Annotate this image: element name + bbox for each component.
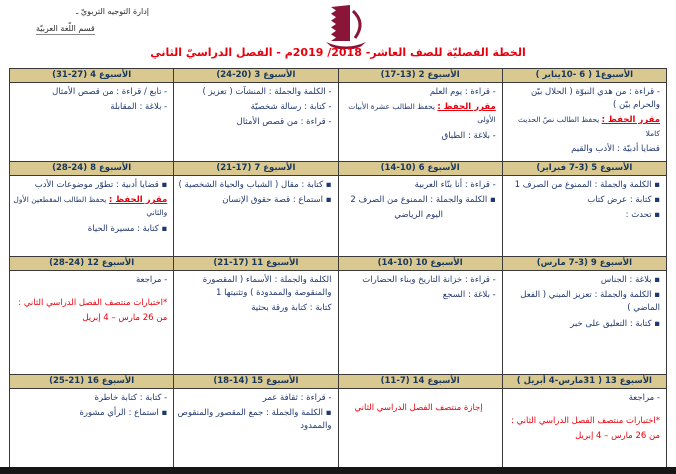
plan-item-text: - بلاغة : المقابلة [110, 102, 168, 113]
week-header-cell: الأسبوع 2 (13-17) [338, 69, 502, 83]
plan-item [13, 297, 167, 310]
plan-item-text: ▪ كتابة : عرض كتاب [587, 195, 660, 206]
plan-item-text: ▪ الكلمة والجملة : تعزيز المبني ( الفعل الماضي ) [520, 290, 660, 314]
ministry-emblem-icon [320, 3, 372, 49]
plan-item-text: مقرر الحفظ : [437, 102, 496, 113]
week-header-cell: الأسبوع 13 ( 31مارس-4 أبريل ) [502, 375, 666, 389]
week-header-cell: الأسبوع 16 (21-25) [10, 375, 174, 389]
page-title: الخطة الفصليّة للصف العاشر- 2018/ 2019م - الفصل الدراسيّ الثاني [150, 46, 526, 59]
plan-item [13, 312, 167, 325]
week-header-row [10, 257, 667, 271]
plan-item [506, 179, 660, 192]
week-header-cell: الأسبوع 10 (10-14) [338, 257, 502, 271]
plan-item-text: ▪ تحدث : [625, 210, 660, 221]
plan-item [506, 86, 660, 112]
plan-item-text: ▪ الكلمة والجملة : الممنوع من الصرف 2 [350, 195, 496, 206]
week-content-cell [338, 83, 502, 162]
plan-item [342, 179, 496, 192]
plan-item [177, 392, 331, 405]
plan-item-text: - قراءة : يوم العلم [429, 87, 496, 97]
plan-item-text: من 26 مارس – 4 إبريل [82, 313, 168, 324]
plan-item-text: يحفظ الطالب المقطعين الأول والثاني [13, 195, 168, 218]
plan-item [342, 402, 496, 415]
plan-item [506, 392, 660, 405]
plan-item [506, 318, 660, 331]
plan-item [177, 116, 331, 129]
plan-item [177, 179, 331, 192]
week-content-cell [338, 389, 502, 474]
plan-item-text: - بلاغة : الطباق [441, 130, 496, 141]
plan-item [342, 289, 496, 302]
week-header-cell: الأسبوع 9 (3-7 مارس) [502, 257, 666, 271]
plan-item [506, 209, 660, 222]
plan-item-text: *اختبارات منتصف الفصل الدراسي الثاني : [18, 298, 168, 309]
plan-item-text: ▪ قضايا أدبية : تطوّر موضوعات الأدب [34, 180, 168, 190]
plan-item-text: مقرر الحفظ : [601, 115, 660, 126]
week-content-cell [502, 83, 666, 162]
plan-item [13, 407, 167, 420]
weekly-plan-table [9, 68, 667, 474]
plan-item [13, 86, 167, 99]
plan-item-text: يحفظ الطالب نصّ الحديث كاملا [517, 115, 660, 138]
plan-item [177, 194, 331, 207]
plan-item-text: ▪ استماع : الرأي مشورة [79, 408, 168, 419]
plan-item-text: من 26 مارس – 4 إبريل [575, 431, 660, 442]
plan-item-text: قضايا أدبيّة : الأدب والقيم [571, 143, 660, 154]
plan-item [342, 101, 496, 127]
week-header-cell: الأسبوع 14 (7-11) [338, 375, 502, 389]
plan-item-text: إجازة منتصف الفصل الدراسي الثاني [354, 403, 483, 413]
week-content-row [10, 83, 667, 162]
week-content-cell [338, 176, 502, 257]
plan-item [13, 179, 167, 192]
week-content-cell [10, 271, 174, 375]
ministry-logo [320, 3, 372, 49]
plan-item-text: ▪ كتابة : مسيرة الحياة [87, 223, 168, 234]
plan-item-text: - بلاغة : السجع [442, 290, 496, 301]
week-header-cell: الأسبوع 8 (24-28) [10, 162, 174, 176]
plan-item-text: *اختبارات منتصف الفصل الدراسي الثاني : [511, 416, 660, 427]
week-content-row [10, 271, 667, 375]
plan-item-text: يحفظ الطالب عشرة الأبيات الأولى [348, 102, 496, 125]
week-header-row [10, 162, 667, 176]
plan-item [13, 274, 167, 287]
week-content-cell [338, 271, 502, 375]
week-content-cell [174, 83, 338, 162]
plan-item [506, 274, 660, 287]
plan-item-text: ▪ الكلمة والجملة : الممنوع من الصرف 1 [514, 180, 660, 190]
week-header-row [10, 69, 667, 83]
plan-item [13, 223, 167, 236]
plan-item [506, 194, 660, 207]
week-header-cell: الأسبوع 11 (17-21) [174, 257, 338, 271]
plan-item-text: مقرر الحفظ : [108, 195, 168, 206]
week-header-cell: الأسبوع 12 (24-28) [10, 257, 174, 271]
week-content-cell [502, 271, 666, 375]
plan-item [342, 130, 496, 143]
plan-item-text: - الكلمة والجملة : المنشآت ( تعزيز ) [202, 87, 332, 97]
week-content-row [10, 176, 667, 257]
plan-item [13, 194, 167, 220]
week-content-cell [10, 83, 174, 162]
org-name-text: إدارة التوجيه التربويّ ـ [76, 7, 149, 16]
plan-table-body [10, 69, 667, 474]
plan-item [506, 114, 660, 140]
plan-item [506, 430, 660, 443]
plan-item [177, 302, 331, 315]
plan-item [13, 101, 167, 114]
plan-item-text: - تابع / قراءة : من قصص الأمثال [52, 87, 168, 97]
week-content-cell [10, 389, 174, 474]
week-header-cell: الأسبوع 6 (10-14) [338, 162, 502, 176]
plan-item-text: ▪ استماع : قصة حقوق الإنسان [222, 195, 332, 206]
plan-item-text: - قراءة : من قصص الأمثال [236, 117, 332, 128]
week-header-row [10, 375, 667, 389]
week-content-cell [174, 176, 338, 257]
plan-item-text: - قراءة : خزانة التاريخ وبناء الحضارات [362, 275, 496, 285]
plan-item [13, 392, 167, 405]
plan-item-text: - كتابة : رسالة شخصيّة [250, 102, 332, 113]
week-content-cell [174, 271, 338, 375]
plan-item-text: - كتابة : كتابة خاطرة [94, 393, 168, 403]
week-header-cell: الأسبوع 4 (27-31) [10, 69, 174, 83]
plan-item-text: - مراجعة [135, 275, 168, 285]
plan-item-text: ▪ بلاغة : الجناس [600, 275, 660, 285]
page-bottom-edge [0, 467, 676, 474]
plan-item-text: - قراءة : من هدي النبوّة ( الحلال بيّن والحرام بيّن ) [530, 87, 660, 111]
week-content-cell [502, 176, 666, 257]
plan-item-text: - مراجعة [628, 393, 660, 403]
plan-item-text: الكلمة والجملة : الأسماء ( المقصورة والمنقوصة والممدودة ) وتثنيتها 1 [202, 275, 332, 299]
plan-item [342, 86, 496, 99]
plan-item-text: كتابة : كتابة ورقة بحثية [251, 303, 332, 314]
week-content-cell [10, 176, 174, 257]
plan-item-text: - قراءة : ثقافة عمر [262, 393, 332, 403]
department-name-text: قسم اللّغة العربيّة [36, 24, 95, 33]
week-content-row [10, 389, 667, 474]
plan-item [177, 407, 331, 433]
plan-item-text: اليوم الرياضي [394, 210, 444, 221]
plan-item [506, 143, 660, 156]
plan-item-text: ▪ كتابة : التعليق على خبر [570, 318, 660, 329]
plan-item [342, 274, 496, 287]
plan-item [177, 101, 331, 114]
plan-item-text: ▪ كتابة : مقال ( الشباب والحياة الشخصية ) [178, 180, 332, 190]
plan-item-text: ▪ الكلمة والجملة : جمع المقصور والمنقوص والممدود [177, 408, 332, 432]
plan-item [177, 86, 331, 99]
plan-item [506, 289, 660, 315]
plan-item [342, 209, 496, 222]
week-header-cell: الأسبوع 7 (17-21) [174, 162, 338, 176]
week-content-cell [502, 389, 666, 474]
plan-item-text: - قراءة : أنا بنّاء العربية [414, 180, 496, 190]
week-header-cell: الأسبوع1 ( 6 -10يناير ) [502, 69, 666, 83]
week-header-cell: الأسبوع 3 (20-24) [174, 69, 338, 83]
plan-item [342, 194, 496, 207]
week-header-cell: الأسبوع 5 (3-7 فبراير) [502, 162, 666, 176]
plan-item [506, 415, 660, 428]
week-header-cell: الأسبوع 15 (14-18) [174, 375, 338, 389]
plan-item [177, 274, 331, 300]
week-content-cell [174, 389, 338, 474]
